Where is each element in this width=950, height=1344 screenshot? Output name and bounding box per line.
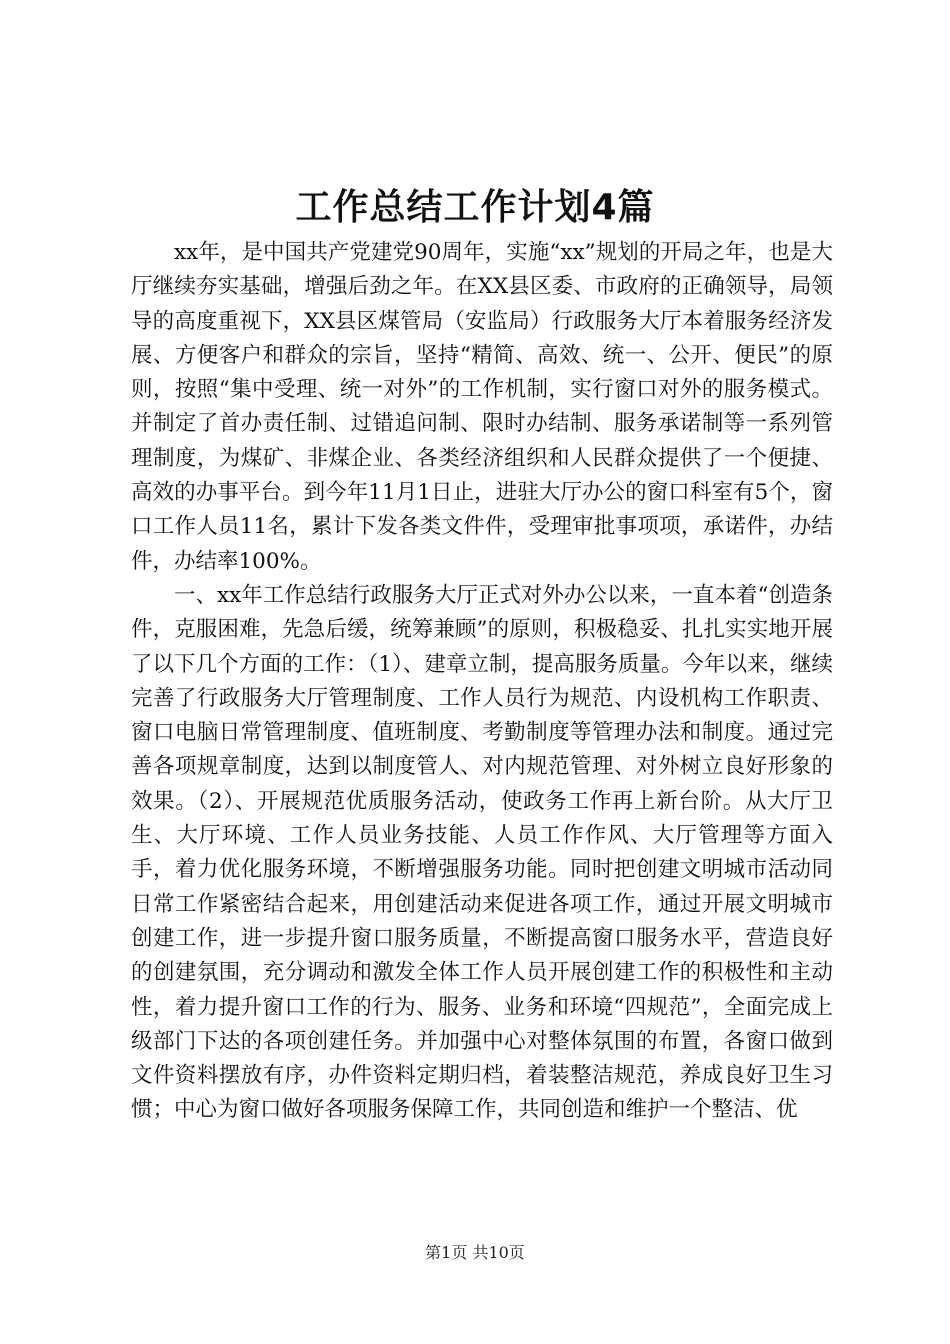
page-number-footer: 第1页 共10页: [425, 1243, 525, 1262]
document-title: 工作总结工作计划4篇: [295, 187, 655, 228]
document-body: [131, 236, 833, 1128]
paragraph-work-summary: 一、xx年工作总结行政服务大厅正式对外办公以来，一直本着“创造条件，克服困难，先急后缓，统筹兼顾”的原则，积极稳妥、扎扎实实地开展了以下几个方面的工作：（1）、建章立制，提高服务质量。今年以来，继续完善了行政服务大厅管理制度、工作人员行为规范、内设机构工作职责、窗口电脑日常管理制度、值班制度、考勤制度等管理办法和制度。通过完善各项规章制度，达到以制度管人、对内规范管理、对外树立良好形象的效果。（2）、开展规范优质服务活动，使政务工作再上新台阶。从大厅卫生、大厅环境、工作人员业务技能、人员工作作风、大厅管理等方面入手，着力优化服务环境，不断增强服务功能。同时把创建文明城市活动同日常工作紧密结合起来，用创建活动来促进各项工作，通过开展文明城市创建工作，进一步提升窗口服务质量，不断提高窗口服务水平，营造良好的创建氛围，充分调动和激发全体工作人员开展创建工作的积极性和主动性，着力提升窗口工作的行为、服务、业务和环境“四规范”，全面完成上级部门下达的各项创建任务。并加强中心对整体氛围的布置，各窗口做到文件资料摆放有序，办件资料定期归档，着装整洁规范，养成良好卫生习惯；中心为窗口做好各项服务保障工作，共同创造和维护一个整洁、优: [131, 582, 833, 1123]
paragraph-intro: xx年，是中国共产党建党90周年，实施“xx”规划的开局之年，也是大厅继续夯实基础，增强后劲之年。在XX县区委、市政府的正确领导，局领导的高度重视下，XX县区煤管局（安监局）行政服务大厅本着服务经济发展、方便客户和群众的宗旨，坚持“精简、高效、统一、公开、便民”的原则，按照“集中受理、统一对外”的工作机制，实行窗口对外的服务模式。并制定了首办责任制、过错追问制、限时办结制、服务承诺制等一系列管理制度，为煤矿、非煤企业、各类经济组织和人民群众提供了一个便捷、高效的办事平台。到今年11月1日止，进驻大厅办公的窗口科室有5个，窗口工作人员11名，累计下发各类文件件，受理审批事项项，承诺件，办结件，办结率100%。: [131, 240, 833, 574]
